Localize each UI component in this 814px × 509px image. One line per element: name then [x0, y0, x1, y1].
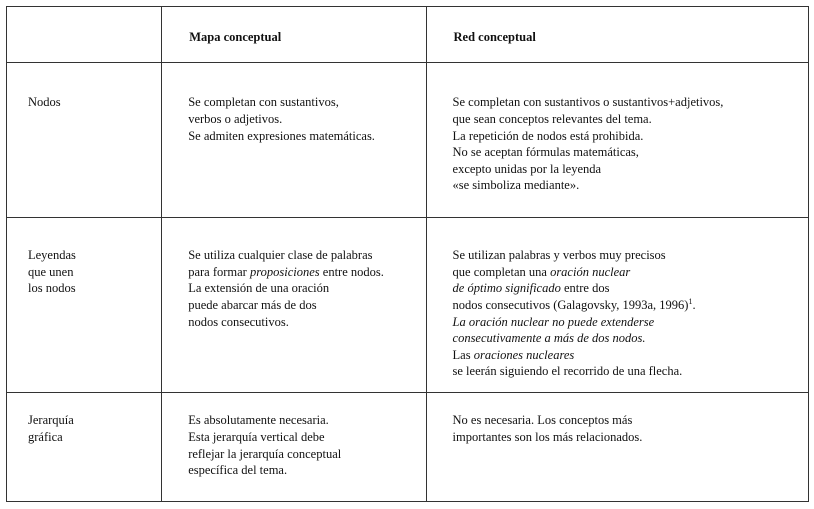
text-segment: Se admiten expresiones matemáticas. — [188, 128, 375, 143]
mapa-text — [162, 63, 425, 144]
red-text — [427, 218, 808, 380]
text-line: gráfica — [28, 429, 63, 444]
text-segment: No es necesaria. Los conceptos más — [452, 413, 633, 428]
text-segment: . — [692, 298, 696, 313]
text-segment: excepto unidas por la leyenda — [452, 161, 602, 176]
text-line — [453, 111, 808, 128]
red-text — [427, 393, 808, 445]
text-line — [453, 412, 808, 429]
row-label-cell — [7, 393, 162, 502]
text-line: los nodos — [28, 281, 76, 296]
table-row-nodos — [7, 63, 809, 218]
footnote-marker: 1 — [688, 296, 693, 306]
text-segment: nodos consecutivos (Galagovsky, 1993a, 1996) — [452, 298, 689, 313]
text-line — [188, 412, 425, 429]
text-line — [188, 429, 425, 446]
red-text — [427, 63, 808, 194]
text-line — [453, 314, 808, 331]
red-cell — [426, 393, 808, 502]
text-line — [453, 247, 808, 264]
text-line — [453, 297, 808, 314]
mapa-text — [162, 218, 425, 330]
text-line — [188, 94, 425, 111]
italic-term: de óptimo significado — [452, 281, 561, 296]
header-red-label: Red conceptual — [453, 30, 536, 44]
text-line: Jerarquía — [28, 413, 74, 428]
text-line — [188, 264, 425, 281]
row-label-cell — [7, 63, 162, 218]
text-line — [188, 128, 425, 145]
text-segment: reflejar la jerarquía conceptual — [188, 446, 342, 461]
text-segment: verbos o adjetivos. — [188, 111, 283, 126]
text-segment: «se simboliza mediante». — [452, 178, 580, 193]
text-segment: No se aceptan fórmulas matemáticas, — [452, 145, 639, 160]
text-segment: se leerán siguiendo el recorrido de una flecha. — [452, 364, 683, 379]
text-segment: entre nodos. — [319, 264, 384, 279]
text-line — [188, 111, 425, 128]
mapa-cell — [162, 393, 426, 502]
text-line — [453, 128, 808, 145]
text-line — [188, 247, 425, 264]
header-red-conceptual — [426, 7, 808, 63]
text-line — [188, 280, 425, 297]
text-line — [188, 462, 425, 479]
text-segment: Se completan con sustantivos, — [188, 95, 339, 110]
text-line — [453, 94, 808, 111]
mapa-text — [162, 393, 425, 478]
text-line — [453, 161, 808, 178]
comparison-table — [6, 6, 809, 502]
text-line — [453, 177, 808, 194]
text-segment: Se utilizan palabras y verbos muy precisos — [452, 248, 666, 263]
mapa-cell — [162, 63, 426, 218]
text-segment: nodos consecutivos. — [188, 314, 289, 329]
red-cell — [426, 218, 808, 393]
table-row-leyendas — [7, 218, 809, 393]
text-line — [188, 446, 425, 463]
text-segment: Las — [452, 347, 474, 362]
header-row — [7, 7, 809, 63]
text-segment: Se completan con sustantivos o sustantivos+adjetivos, — [452, 95, 724, 110]
text-segment: Es absolutamente necesaria. — [188, 413, 329, 428]
text-segment: La extensión de una oración — [188, 281, 330, 296]
text-segment: puede abarcar más de dos — [188, 298, 317, 313]
text-segment: para formar — [188, 264, 250, 279]
text-line — [453, 347, 808, 364]
text-line — [188, 297, 425, 314]
text-line — [453, 144, 808, 161]
text-line — [188, 314, 425, 331]
header-mapa-label: Mapa conceptual — [189, 30, 282, 44]
text-line: que unen — [28, 264, 74, 279]
header-mapa-conceptual — [162, 7, 426, 63]
text-line — [453, 429, 808, 446]
italic-term: oraciones nucleares — [473, 347, 575, 362]
text-segment: La repetición de nodos está prohibida. — [452, 128, 644, 143]
table-row-jerarquia — [7, 393, 809, 502]
text-segment: Se utiliza cualquier clase de palabras — [188, 248, 373, 263]
text-segment: Esta jerarquía vertical debe — [188, 429, 325, 444]
italic-term: consecutivamente a más de dos nodos. — [452, 331, 646, 346]
row-label — [7, 218, 161, 297]
italic-term: proposiciones — [249, 264, 320, 279]
text-line: Nodos — [28, 95, 61, 110]
italic-term: La oración nuclear no puede extenderse — [452, 314, 655, 329]
text-line — [453, 330, 808, 347]
row-label — [7, 393, 161, 445]
text-line: Leyendas — [28, 248, 76, 263]
row-label-cell — [7, 218, 162, 393]
row-label — [7, 63, 161, 111]
text-line — [453, 363, 808, 380]
text-segment: específica del tema. — [188, 463, 288, 478]
italic-term: oración nuclear — [550, 264, 631, 279]
text-segment: importantes son los más relacionados. — [452, 429, 643, 444]
text-segment: que sean conceptos relevantes del tema. — [452, 111, 652, 126]
red-cell — [426, 63, 808, 218]
text-segment: entre dos — [560, 281, 610, 296]
header-cell-empty — [7, 7, 162, 63]
mapa-cell — [162, 218, 426, 393]
text-line — [453, 280, 808, 297]
text-segment: que completan una — [452, 264, 551, 279]
text-line — [453, 264, 808, 281]
